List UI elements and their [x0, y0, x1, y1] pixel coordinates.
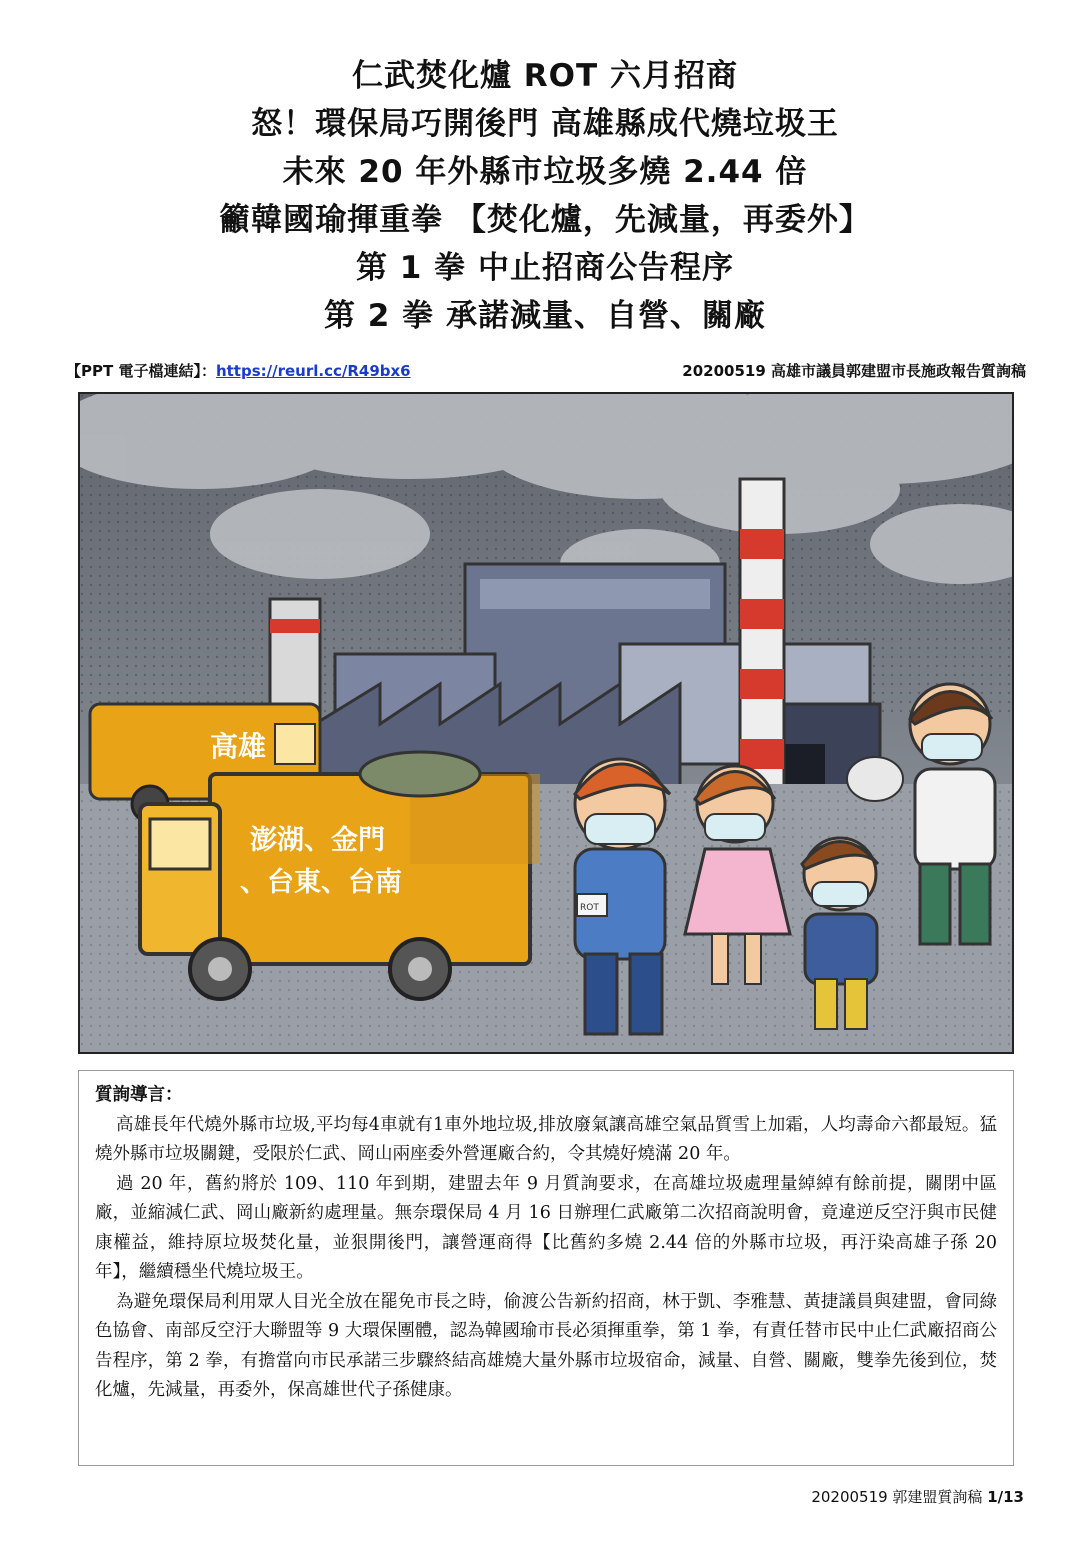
interpellation-intro-box [78, 1070, 1014, 1466]
rot-badge: ROT [580, 903, 599, 913]
title-line-6: 第 2 拳 承諾減量、自營、關廠 [324, 298, 766, 334]
page-number: 1/13 [987, 1488, 1024, 1506]
intro-paragraph-2: 過 20 年，舊約將於 109、110 年到期，建盟去年 9 月質詢要求，在高雄垃圾處理量綽綽有餘前提，關閉中區廠，並縮減仁武、岡山廠新約處理量。無奈環保局 4 月 16 日辦理仁武廠第二次招商說明會，竟違逆反空汙與市民健康權益，維持原垃圾焚化量，並狠開後門，讓營運商得【比舊約多燒 2.44 倍的外縣市垃圾，再汙染高雄子孫 20 年】，繼續穩坐代燒垃圾王。 [95, 1173, 997, 1282]
intro-paragraph-3: 為避免環保局利用眾人目光全放在罷免市長之時，偷渡公告新約招商，林于凱、李雅慧、黃捷議員與建盟，會同綠色協會、南部反空汙大聯盟等 9 大環保團體，認為韓國瑜市長必須揮重拳，第 1 拳，有責任替市民中止仁武廠招商公告程序，第 2 拳，有擔當向市民承諾三步驟終結高雄燒大量外縣市垃圾宿命，減量、自營、關廠，雙拳先後到位，焚化爐，先減量，再委外，保高雄世代子孫健康。 [95, 1291, 998, 1400]
footer-text: 20200519 郭建盟質詢稿 [811, 1488, 988, 1506]
interpellation-heading: 質詢導言： [95, 1085, 183, 1105]
ppt-label: 【PPT 電子檔連結】： [66, 362, 216, 380]
intro-paragraph-1: 高雄長年代燒外縣市垃圾,平均每4車就有1車外地垃圾,排放廢氣讓高雄空氣品質雪上加霜，人均壽命六都最短。猛燒外縣市垃圾關鍵，受限於仁武、岡山兩座委外營運廠合約，令其燒好燒滿 20 年。 [95, 1114, 997, 1164]
title-block [0, 52, 1090, 340]
page-footer [811, 1486, 1024, 1507]
truck-front-label-2: 、台東、台南 [240, 867, 402, 898]
ppt-link[interactable]: https://reurl.cc/R49bx6 [215, 362, 411, 380]
title-line-2: 怒！環保局巧開後門 高雄縣成代燒垃圾王 [251, 106, 839, 142]
title-line-1: 仁武焚化爐 ROT 六月招商 [352, 58, 738, 94]
truck-front-label-1: 澎湖、金門 [250, 825, 385, 856]
date-author-note: 20200519 高雄市議員郭建盟市長施政報告質詢稿 [682, 362, 1026, 380]
chimney-left [270, 599, 320, 719]
truck-back-label: 高雄 [210, 730, 267, 763]
meta-row [66, 360, 1026, 384]
ppt-link-row [66, 360, 411, 381]
cartoon-svg [80, 394, 1012, 1052]
title-line-4: 籲韓國瑜揮重拳 【焚化爐，先減量，再委外】 [219, 202, 871, 238]
title-line-3: 未來 20 年外縣市垃圾多燒 2.44 倍 [282, 154, 808, 190]
title-line-5: 第 1 拳 中止招商公告程序 [356, 250, 734, 286]
cartoon-illustration [78, 392, 1014, 1054]
